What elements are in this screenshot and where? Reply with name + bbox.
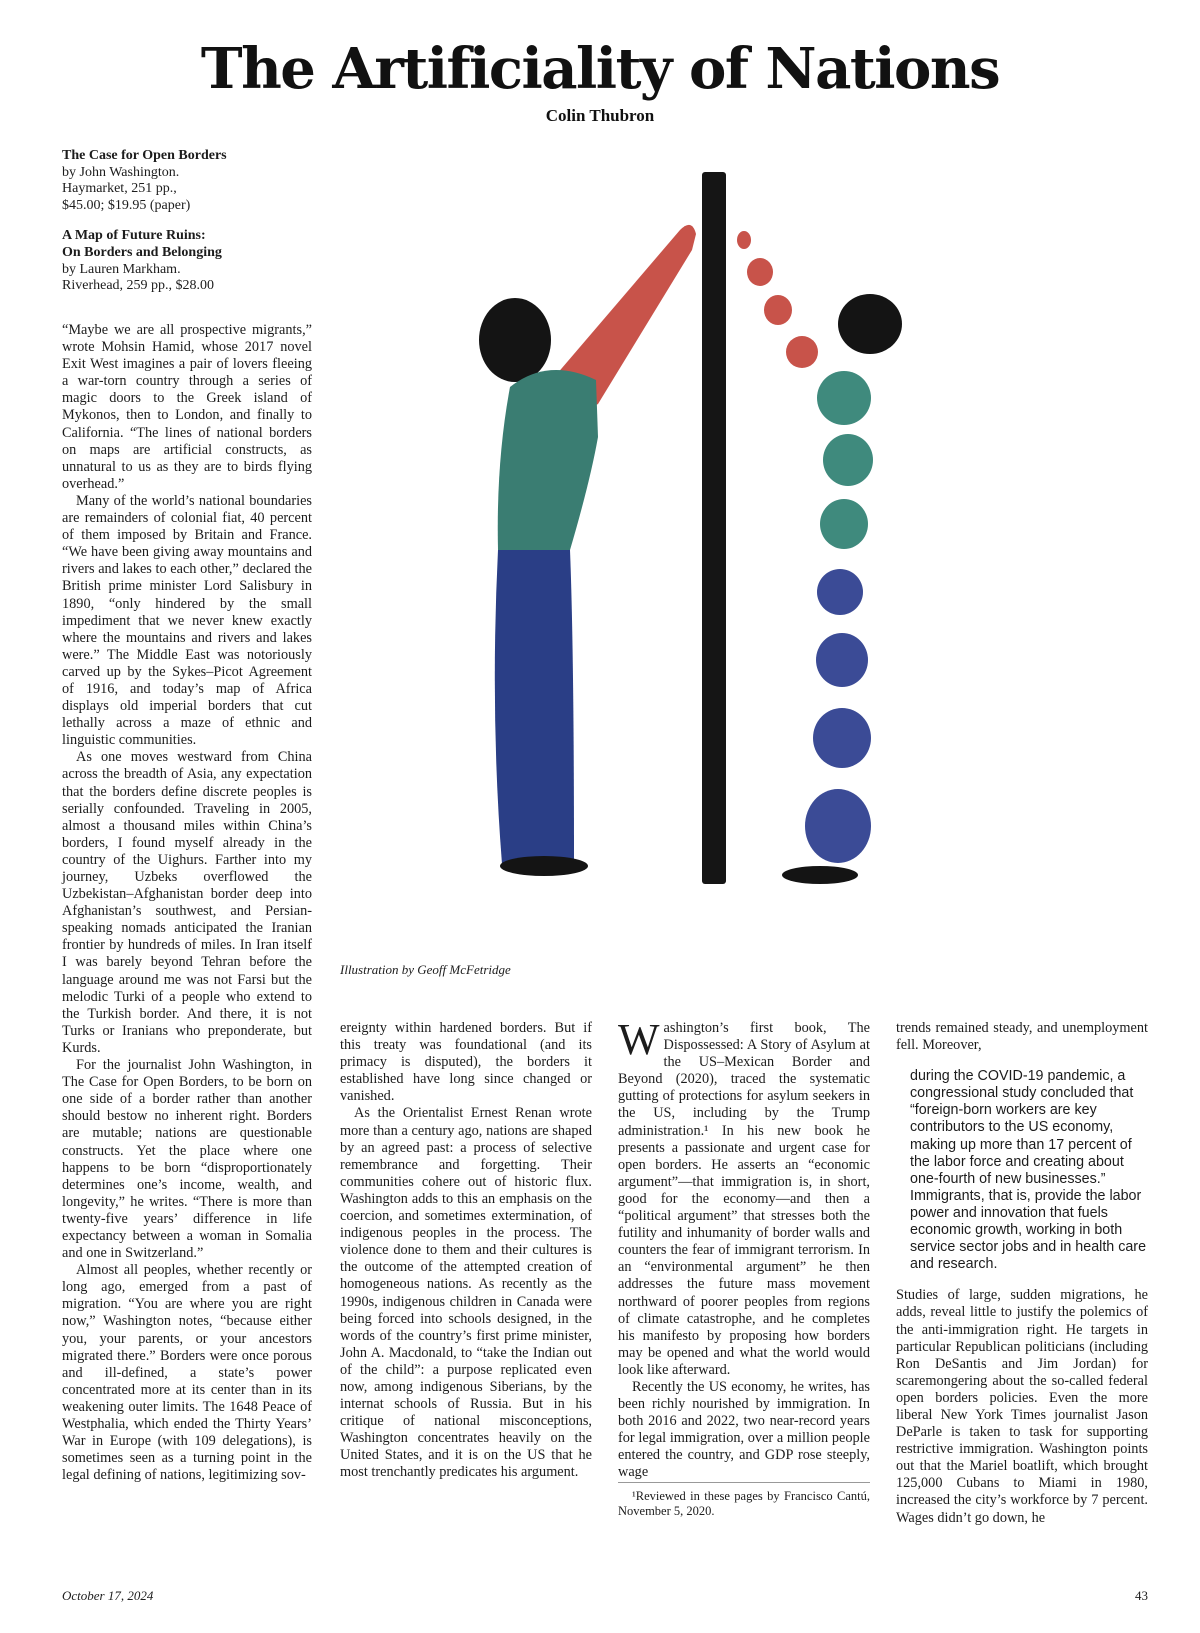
book-detail: $45.00; $19.95 (paper) — [62, 197, 191, 213]
paragraph: As one moves westward from China across the breadth of Asia, any expectation that the borders define discrete peoples is serially confounded. Traveling in 2005, almost a thousand miles within China’s borders, I found myself already in the country of the Uighurs. Farther into my journey, Uzbeks overflowed the Uzbekistan–Afghanistan border deep into Afghanistan’s southwest, and Persian-speaking nomads anticipated the Iranian frontier by hundreds of miles. In Iran itself I was barely beyond Tehran before the language around me was not Farsi but the melodic Turki of a people who extend to the Turkish border. And there, it is not Turks or Iranians who preponderate, but Kurds. — [62, 749, 312, 1056]
paragraph: Recently the US economy, he writes, has been richly nourished by immigration. In both 2016 and 2022, two near-record years for legal immigration, over a million people entered the country, and GDP rose steeply, wage — [618, 1378, 870, 1481]
book-detail: by Lauren Markham. — [62, 261, 181, 277]
article-title: The Artificiality of Nations — [200, 36, 1000, 102]
person-shirt — [498, 370, 598, 550]
column-2 — [340, 1020, 592, 1482]
paragraph: Many of the world’s national boundaries are remainders of colonial fiat, 40 percent of them imposed by Britain and France. “We have been giving away mountains and rivers and lakes to each other,” declared the British prime minister Lord Salisbury in 1890, “only hindered by the small impediment that we never knew exactly where the mountains and rivers and lakes were.” The Middle East was notoriously carved up by the Sykes–Picot Agreement of 1916, and today’s map of Africa displays old imperial borders that cut lethally across a maze of ethnic and linguistic communities. — [62, 492, 312, 749]
dot-blue — [817, 569, 863, 615]
paragraph: Almost all peoples, whether recently or long ago, emerged from a past of migration. “You are where you are right now,” Washington notes, “because either you, your parents, or your ancestors migrated there.” Borders were once porous and ill-defined, a state’s power concentrated more at its center than in its weakening outer limits. The 1648 Peace of Westphalia, which ended the Thirty Years’ War in Europe (with 109 delegations), is sometimes seen as a turning point in the legal defining of nations, legitimizing sov- — [62, 1262, 312, 1484]
book-title: The Case for Open Borders — [62, 148, 227, 163]
book-title: A Map of Future Ruins: — [62, 228, 206, 244]
book-entry — [62, 148, 312, 214]
person-hair — [479, 298, 551, 382]
dot-teal — [820, 499, 868, 549]
dot-red — [786, 336, 818, 368]
quote-text: during the COVID-19 pandemic, a congressional study concluded that “foreign-born workers are key contributors to the US economy, making up more than 17 percent of the labor force and creating about one-fourth of new businesses.” Immigrants, that is, provide the labor power and innovation that fuels economic growth, working in both service sector jobs and in health care and research. — [910, 1068, 1147, 1273]
article-author: Colin Thubron — [545, 106, 655, 125]
book-detail: by John Washington. — [62, 164, 180, 180]
dot-black-ground — [782, 866, 858, 884]
book-entry — [62, 228, 312, 294]
person-foot — [500, 856, 588, 876]
border-pole — [702, 172, 726, 884]
dot-teal — [823, 434, 873, 486]
dot-black — [838, 294, 902, 354]
person-trousers — [495, 550, 574, 864]
books-under-review — [62, 148, 312, 309]
paragraph: As the Orientalist Ernest Renan wrote more than a century ago, nations are shaped by an agreed past: a process of selective remembrance and forgetting. Their communities cohere out of historic flux. Washington adds to this an emphasis on the coercion, and sometimes extermination, of indigenous peoples in the process. The violence done to them and their cultures is the outcome of the attempted creation of homogeneous nations. As recently as the 1990s, indigenous children in Canada were being forced into schools designed, in the words of the country’s first prime minister, John A. Macdonald, to “take the Indian out of the child”: a purpose replicated even now, among indigenous Siberians, by the internat schools of Russia. But in his critique of national misconceptions, Washington concentrates heavily on the United States, and it is on the US that he most trenchantly predicates his argument. — [340, 1105, 592, 1481]
drop-cap: W — [618, 1015, 660, 1064]
dot-blue — [816, 633, 868, 687]
dot-blue — [805, 789, 871, 863]
dot-red — [737, 231, 751, 249]
dot-teal — [817, 371, 871, 425]
footer-date: October 17, 2024 — [62, 1588, 154, 1603]
column-1 — [62, 322, 312, 1484]
paragraph: Studies of large, sudden migrations, he adds, reveal little to justify the polemics of the anti-immigration right. He targets in particular Republican politicians (including Ron DeSantis and Jim Jordan) for scaremongering about the so-called federal open borders policies. Even the more liberal New York Times journalist Jason DeParle is taken to task for supporting restrictive immigration. Washington points out that the Mariel boatlift, which brought 125,000 Cubans to Miami in 1980, increased the city’s workforce by 7 percent. Wages didn’t go down, he — [896, 1287, 1148, 1526]
illustration-credit: Illustration by Geoff McFetridge — [340, 962, 511, 977]
block-quote — [910, 1068, 1148, 1273]
page-number: 43 — [1135, 1588, 1148, 1603]
dot-red — [764, 295, 792, 325]
paragraph: For the journalist John Washington, in The Case for Open Borders, to be born on one side of a border rather than another should bestow no inherent right. Borders are mutable; nations are questionable constructs. Yet the place where one happens to be born “disproportionately determines one’s income, wealth, and longevity,” he writes. “There is more than twenty-five years’ difference in life expectancy between a woman in Somalia and one in Switzerland.” — [62, 1057, 312, 1262]
paragraph: ereignty within hardened borders. But if this treaty was foundational (and its primacy is disputed), the borders it established have long since changed or vanished. — [340, 1020, 592, 1105]
footnote: ¹Reviewed in these pages by Francisco Cantú, November 5, 2020. — [618, 1482, 870, 1519]
paragraph — [618, 1015, 870, 1379]
book-title: On Borders and Belonging — [62, 244, 222, 260]
illustration — [470, 172, 930, 932]
paragraph-text: ashington’s first book, The Dispossessed: A Story of Asylum at the US–Mexican Border and Beyond (2020), traced the systematic gutting of protections for asylum seekers in the US, including by the Trump administration.¹ In his new book he presents a passionate and urgent case for open borders. He asserts an “economic argument”—that immigration is, in short, good for the economy—and then a “political argument” that stresses both the futility and inhumanity of border walls and counters the fear of immigrant terrorism. In an “environmental argument” he then addresses the future mass movement northward of poorer peoples from regions of climate catastrophe, and he completes his manifesto by proposing how borders may be opened and what the world would look like afterward. — [618, 1020, 870, 1378]
dot-red — [747, 258, 773, 286]
column-3 — [618, 1015, 870, 1519]
paragraph: trends remained steady, and unemployment fell. Moreover, — [896, 1020, 1148, 1054]
dot-blue — [813, 708, 871, 768]
book-detail: Haymarket, 251 pp., — [62, 181, 177, 197]
column-4 — [896, 1020, 1148, 1527]
book-detail: Riverhead, 259 pp., $28.00 — [62, 278, 215, 294]
paragraph: “Maybe we are all prospective migrants,” wrote Mohsin Hamid, whose 2017 novel Exit West imagines a pair of lovers fleeing a war-torn country through a series of magic doors to the Greek island of Mykonos, then to London, and finally to California. “The lines of national borders on maps are artificial constructs, as unnatural to us as they are to birds flying overhead.” — [62, 322, 312, 492]
